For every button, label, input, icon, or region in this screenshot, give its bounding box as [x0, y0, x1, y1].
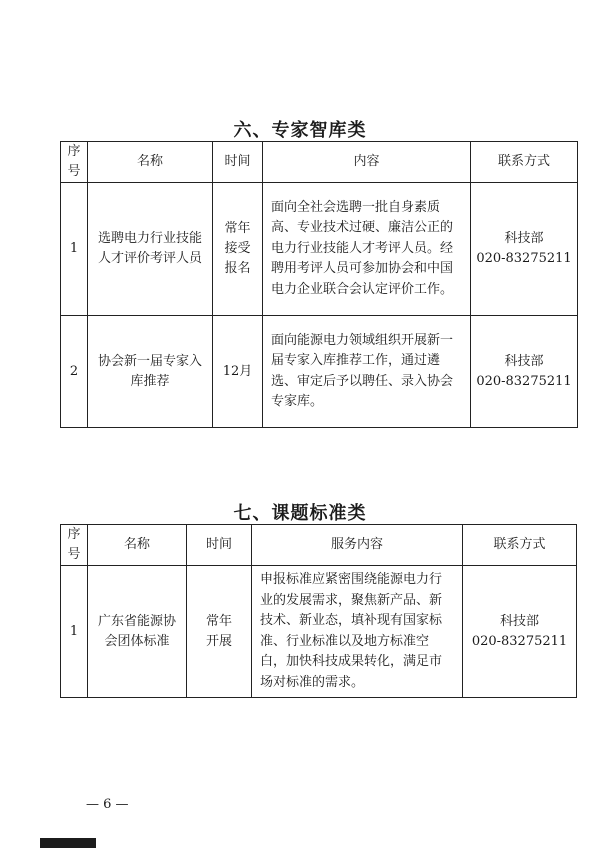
contact-dept: 科技部: [504, 231, 544, 246]
table-header-row: [61, 142, 578, 183]
row-no: 1: [61, 183, 88, 316]
row-content: 面向全社会选聘一批自身素质高、专业技术过硬、廉洁公正的电力行业技能人才考评人员。经聘用考评人员可参加协会和中国电力企业联合会认定评价工作。: [263, 183, 471, 316]
header-contact: 联系方式: [463, 525, 577, 566]
row-content: 申报标准应紧密围绕能源电力行业的发展需求，聚焦新产品、新技术、新业态，填补现有国家标准、行业标准以及地方标准空白，加快科技成果转化，满足市场对标准的需求。: [252, 566, 463, 698]
row-contact: [471, 183, 578, 316]
row-contact: [471, 316, 578, 428]
row-no: 2: [61, 316, 88, 428]
row-time: 常年开展: [187, 566, 252, 698]
row-no: 1: [61, 566, 88, 698]
header-name: 名称: [88, 525, 187, 566]
row-time: 常年接受报名: [213, 183, 263, 316]
section-7-title: 七、课题标准类: [233, 503, 367, 524]
header-content: 服务内容: [252, 525, 463, 566]
contact-phone: 020-83275211: [471, 633, 568, 649]
research-standards-table: [60, 524, 577, 698]
row-contact: [463, 566, 577, 698]
header-content: 内容: [263, 142, 471, 183]
header-name: 名称: [88, 142, 213, 183]
header-contact: 联系方式: [471, 142, 578, 183]
expert-think-tank-table: [60, 141, 578, 428]
header-no: 序号: [61, 142, 88, 183]
table-row: [61, 566, 577, 698]
table-header-row: [61, 525, 577, 566]
row-name: 协会新一届专家入库推荐: [88, 316, 213, 428]
section-6-title: 六、专家智库类: [233, 120, 367, 141]
contact-dept: 科技部: [504, 353, 544, 369]
table-row: [61, 316, 578, 428]
row-name: 选聘电力行业技能人才评价考评人员: [88, 183, 213, 316]
table-row: [61, 183, 578, 316]
corner-scan-mark: [40, 838, 96, 848]
row-content: 面向能源电力领域组织开展新一届专家入库推荐工作，通过遴选、审定后予以聘任、录入协会专家库。: [263, 316, 471, 428]
contact-phone: 020-83275211: [476, 373, 572, 389]
header-time: 时间: [187, 525, 252, 566]
page-number: — 6 —: [86, 797, 129, 812]
row-time: 12月: [213, 316, 263, 428]
row-name: 广东省能源协会团体标准: [88, 566, 187, 698]
header-time: 时间: [213, 142, 263, 183]
contact-phone: 020-83275211: [476, 251, 572, 266]
header-no: 序号: [61, 525, 88, 566]
contact-dept: 科技部: [499, 613, 539, 629]
